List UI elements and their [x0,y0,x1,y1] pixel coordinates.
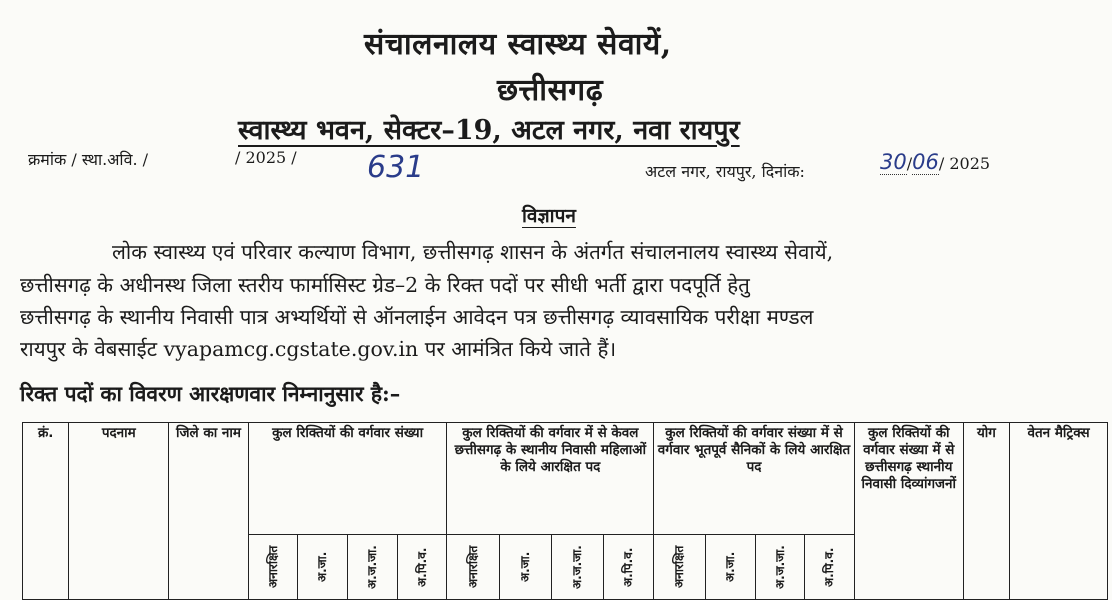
date-sep: / [906,154,913,173]
header-post-name: पदनाम [69,423,169,600]
date-day: 30 [880,150,907,174]
ref-prefix: क्रमांक / स्था.अवि. / [28,150,149,169]
subheader-st: अ.ज.जा. [347,535,397,600]
ref-date [880,150,990,175]
notice-para-line: छत्तीसगढ़ के स्थानीय निवासी पात्र अभ्यर्थियों से ऑनलाईन आवेदन पत्र छत्तीसगढ़ व्यावसायिक परीक्षा मण्डल [20,305,814,329]
header-total-vacancies: कुल रिक्तियों की वर्गवार संख्या [248,423,447,535]
subheader-unreserved: अनारक्षित [447,535,499,600]
header-women-reserved: कुल रिक्तियों की वर्गवार में से केवल छत्तीसगढ़ के स्थानीय निवासी महिलाओं के लिये आरक्षित पद [447,423,654,535]
subheader-unreserved: अनारक्षित [654,535,705,600]
subheader-unreserved: अनारक्षित [248,535,297,600]
header-total: योग [963,423,1009,600]
header-pay-matrix: वेतन मैट्रिक्स [1010,423,1108,600]
subheader-sc: अ.जा. [705,535,755,600]
notice-para-line: रायपुर के वेबसाईट vyapamcg.cgstate.gov.in पर आमंत्रित किये जाते हैं। [20,337,617,361]
date-month: 06 [912,150,939,174]
subheader-st: अ.ज.जा. [756,535,805,600]
notice-para-line: लोक स्वास्थ्य एवं परिवार कल्याण विभाग, छत्तीसगढ़ शासन के अंतर्गत संचालनालय स्वास्थ्य सेवायें, [112,240,834,264]
vacancy-subheading: रिक्त पदों का विवरण आरक्षणवार निम्नानुसार है:– [20,381,401,406]
notice-para-line: छत्तीसगढ़ के अधीनस्थ जिला स्तरीय फार्मासिस्ट ग्रेड–2 के रिक्त पदों पर सीधी भर्ती द्वारा पदपूर्ति हेतु [20,273,750,297]
subheader-sc: अ.जा. [499,535,551,600]
subheader-sc: अ.जा. [298,535,347,600]
org-address: स्वास्थ्य भवन, सेक्टर–19, अटल नगर, नवा रायपुर [238,115,740,146]
vacancy-table [22,422,1108,600]
header-divyang-reserved: कुल रिक्तियों की वर्गवार संख्या में से छत्तीसगढ़ स्थानीय निवासी दिव्यांगजनों [854,423,963,600]
header-serial: क्रं. [23,423,69,600]
subheader-obc: अ.पि.व. [398,535,447,600]
ref-place-date-label: अटल नगर, रायपुर, दिनांक: [645,162,805,181]
ref-handwritten-number: 631 [367,150,425,185]
subheader-st: अ.ज.जा. [552,535,603,600]
org-name-line1: संचालनालय स्वास्थ्य सेवायें, [364,27,672,62]
date-year: / 2025 [938,154,991,173]
org-name-line2: छत्तीसगढ़ [497,73,604,108]
header-ex-servicemen-reserved: कुल रिक्तियों की वर्गवार संख्या में से वर्गवार भूतपूर्व सैनिकों के लिये आरक्षित पद [654,423,855,535]
subheader-obc: अ.पि.व. [603,535,653,600]
header-district: जिले का नाम [169,423,249,600]
notice-title: विज्ञापन [522,205,576,227]
subheader-obc: अ.पि.व. [805,535,854,600]
ref-year: / 2025 / [235,148,297,167]
